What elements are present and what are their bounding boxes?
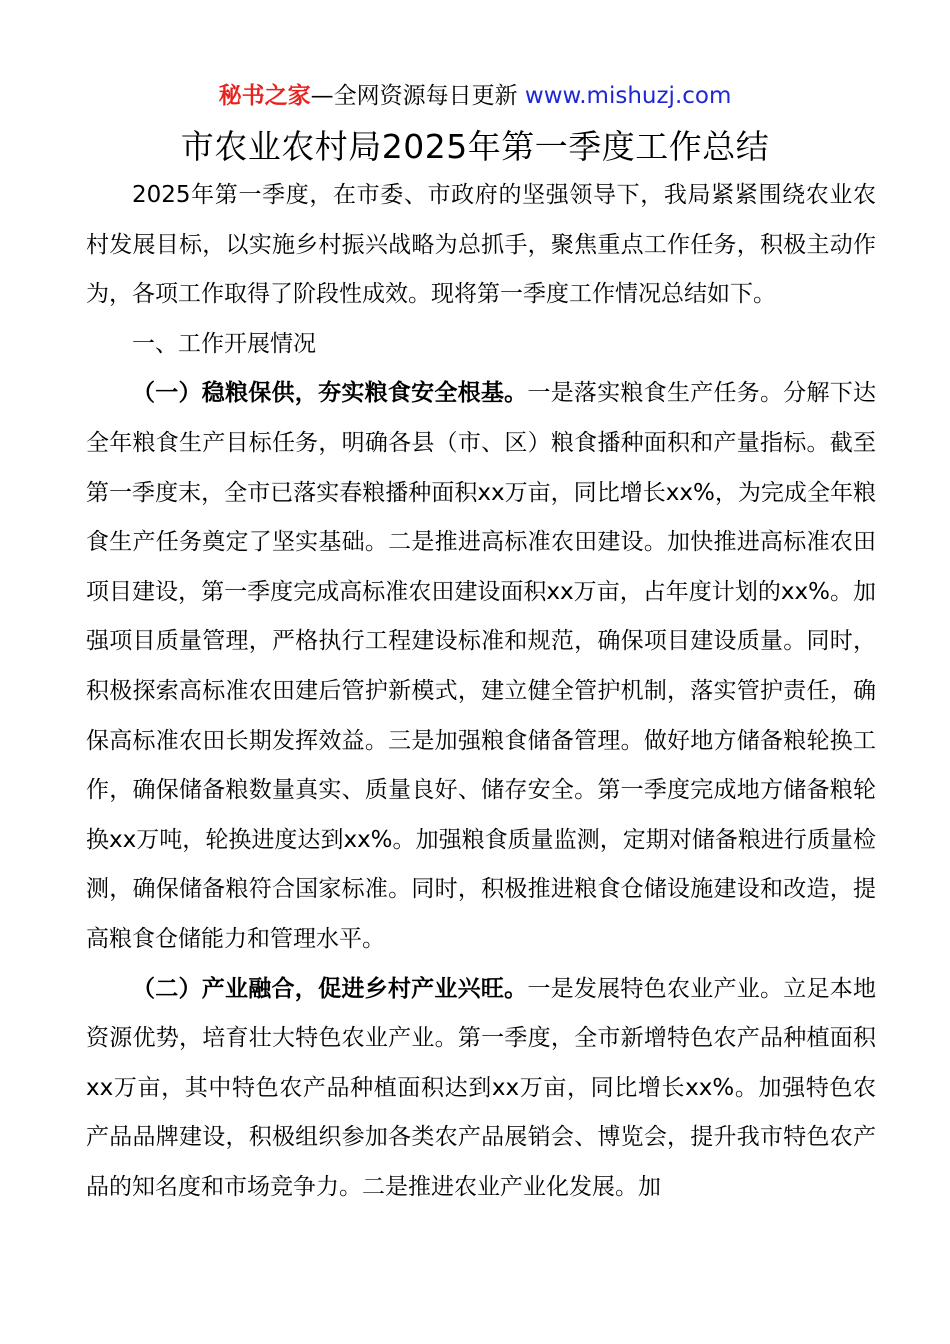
site-url-link[interactable]: www.mishuzj.com — [524, 83, 732, 109]
paragraph-body: 一是落实粮食生产任务。分解下达全年粮食生产目标任务，明确各县（市、区）粮食播种面积和产量指标。截至第一季度末，全市已落实春粮播种面积xx万亩，同比增长xx%，为完成全年粮食生产任务奠定了坚实基础。二是推进高标准农田建设。加快推进高标准农田项目建设，第一季度完成高标准农田建设面积xx万亩，占年度计划的xx%。加强项目质量管理，严格执行工程建设标准和规范，确保项目建设质量。同时，积极探索高标准农田建后管护新模式，建立健全管护机制，落实管护责任，确保高标准农田长期发挥效益。三是加强粮食储备管理。做好地方储备粮轮换工作，确保储备粮数量真实、质量良好、储存安全。第一季度完成地方储备粮轮换xx万吨，轮换进度达到xx%。加强粮食质量监测，定期对储备粮进行质量检测，确保储备粮符合国家标准。同时，积极推进粮食仓储设施建设和改造，提高粮食仓储能力和管理水平。 — [86, 380, 877, 952]
site-header — [0, 80, 950, 112]
paragraph-lead: （二）产业融合，促进乡村产业兴旺。 — [132, 975, 528, 1002]
paragraph-lead: （一）稳粮保供，夯实粮食安全根基。 — [132, 380, 528, 407]
site-name: 秘书之家 — [218, 83, 311, 109]
document-body — [86, 171, 876, 1212]
section-heading: 一、工作开展情况 — [132, 330, 316, 357]
document-title: 市农业农村局2025年第一季度工作总结 — [180, 127, 770, 166]
paragraph-industry-integration — [86, 965, 876, 1213]
intro-paragraph: 2025年第一季度，在市委、市政府的坚强领导下，我局紧紧围绕农业农村发展目标，以实施乡村振兴战略为总抓手，聚焦重点工作任务，积极主动作为，各项工作取得了阶段性成效。现将第一季度工作情况总结如下。 — [86, 182, 876, 308]
paragraph-grain-security — [86, 369, 876, 964]
paragraph-body: 一是发展特色农业产业。立足本地资源优势，培育壮大特色农业产业。第一季度，全市新增特色农产品种植面积xx万亩，其中特色农产品种植面积达到xx万亩，同比增长xx%。加强特色农产品品牌建设，积极组织参加各类农产品展销会、博览会，提升我市特色农产品的知名度和市场竞争力。二是推进农业产业化发展。加 — [86, 975, 877, 1200]
site-tagline: —全网资源每日更新 — [310, 83, 518, 109]
